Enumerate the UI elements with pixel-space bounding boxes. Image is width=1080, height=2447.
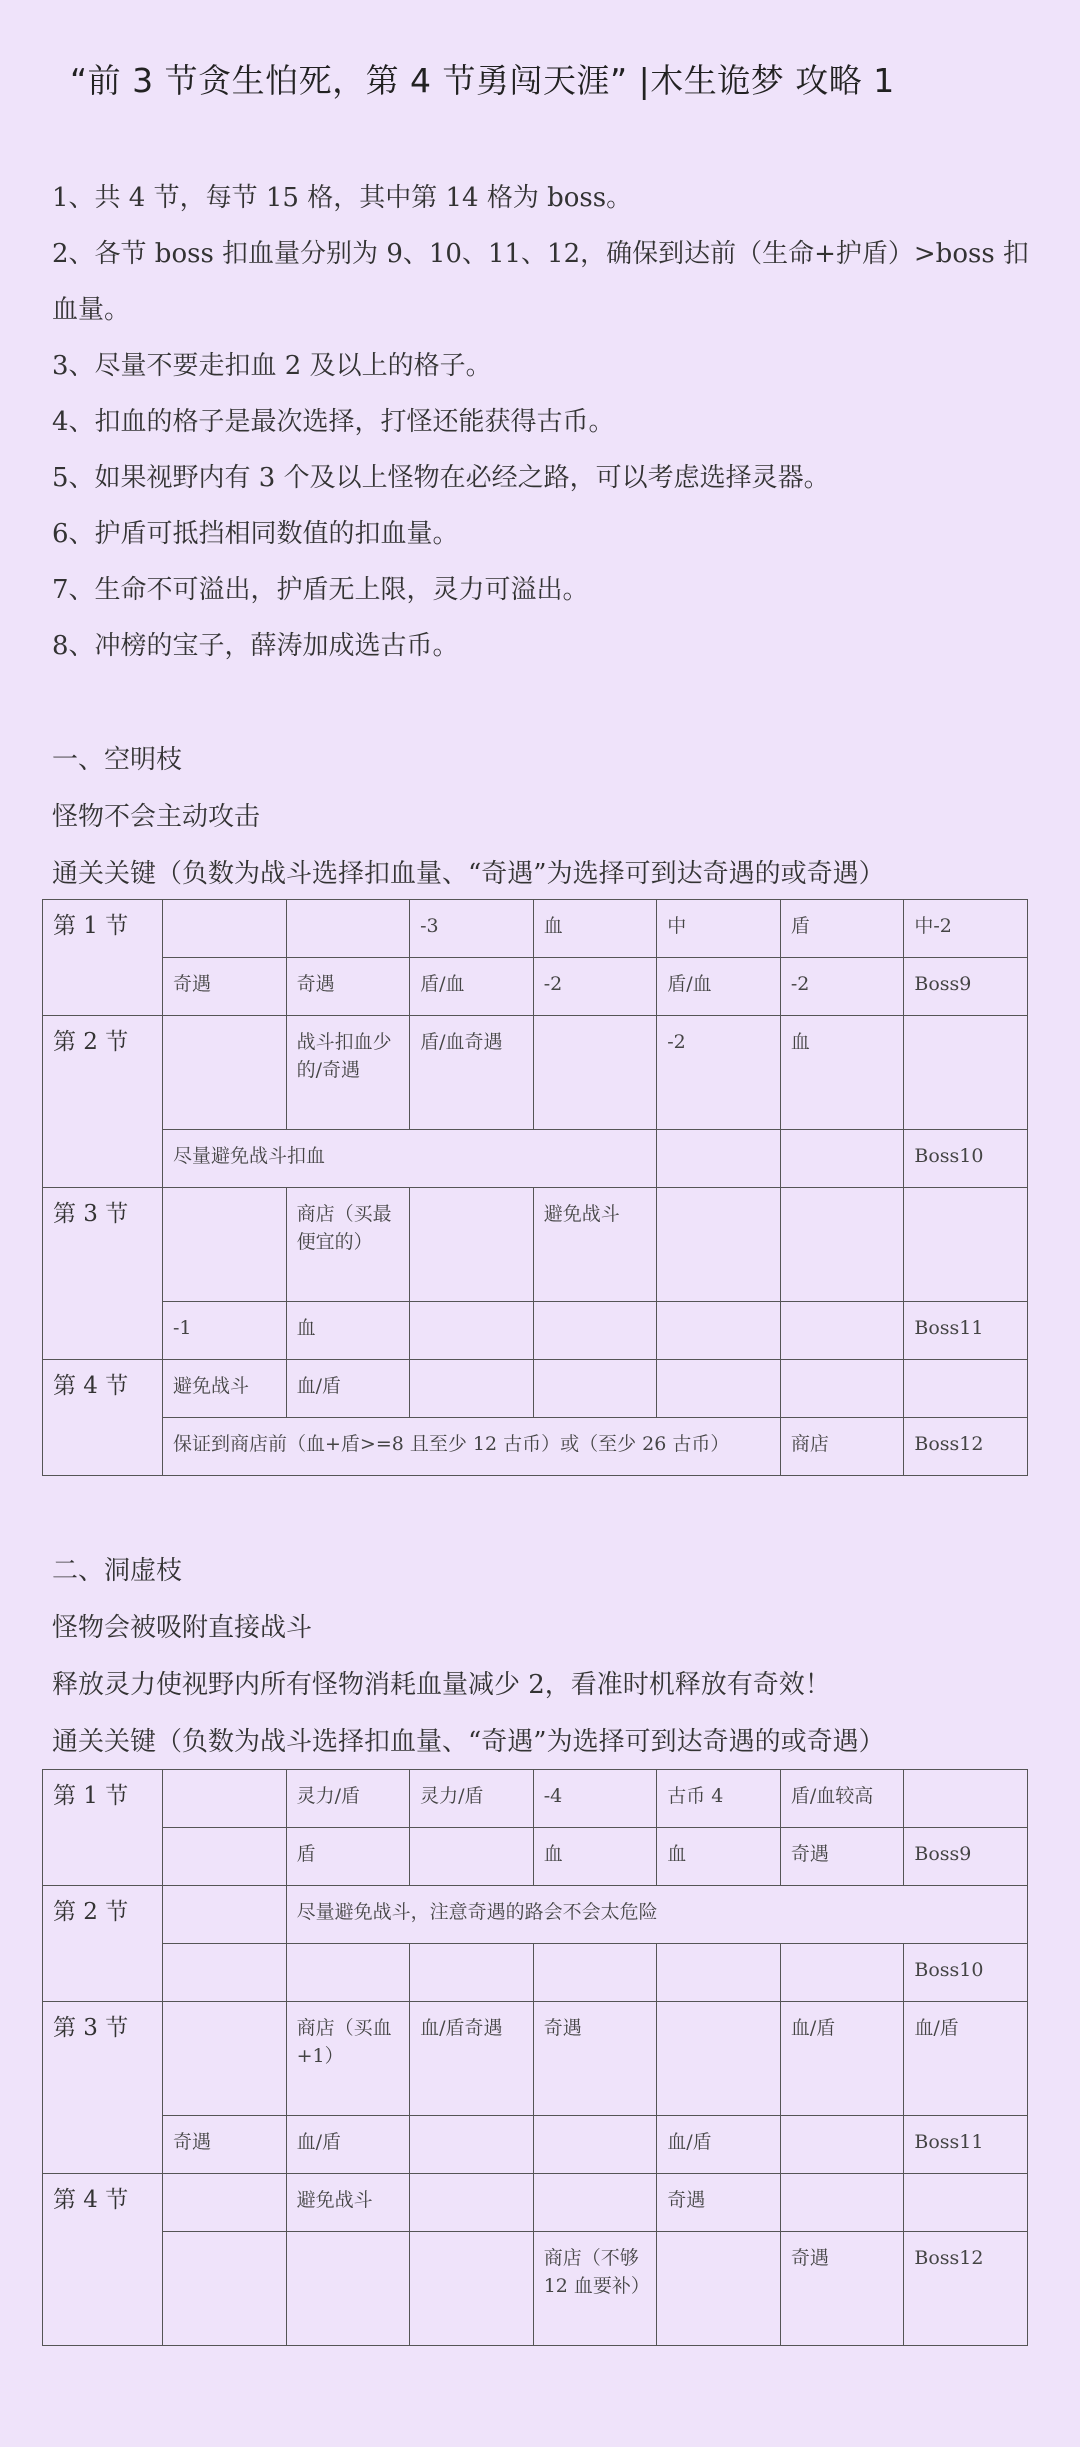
- table-cell: 中: [657, 900, 781, 958]
- table-cell: [286, 2232, 410, 2346]
- table-cell: [780, 1188, 904, 1302]
- table-cell: 尽量避免战斗，注意奇遇的路会不会太危险: [286, 1886, 1027, 1944]
- table-row: [43, 1944, 1028, 2002]
- table-cell: [904, 1360, 1028, 1418]
- rules-list: [52, 170, 1042, 674]
- table-cell: -1: [163, 1302, 287, 1360]
- table-cell: [533, 1360, 657, 1418]
- table-cell: [657, 1944, 781, 2002]
- table-cell: [163, 1016, 287, 1130]
- table-cell: [780, 2174, 904, 2232]
- table-row: [43, 2002, 1028, 2116]
- table-cell: 奇遇: [780, 1828, 904, 1886]
- table-cell: 盾: [286, 1828, 410, 1886]
- table-cell: [410, 2232, 534, 2346]
- table-cell: [163, 1188, 287, 1302]
- table-cell: [533, 1944, 657, 2002]
- table-cell: 血/盾: [286, 2116, 410, 2174]
- table-cell: [163, 1828, 287, 1886]
- table-cell: [780, 1360, 904, 1418]
- section2-key: 通关关键（负数为战斗选择扣血量、“奇遇”为选择可到达奇遇的或奇遇）: [52, 1727, 885, 1757]
- table-cell: 盾/血: [410, 958, 534, 1016]
- table-cell: [904, 1016, 1028, 1130]
- table-cell: -2: [780, 958, 904, 1016]
- table-row: [43, 1886, 1028, 1944]
- table-cell: [286, 1944, 410, 2002]
- table-cell: 奇遇: [163, 958, 287, 1016]
- table-cell: 商店（不够 12 血要补）: [533, 2232, 657, 2346]
- table-row: [43, 2174, 1028, 2232]
- table-cell: [533, 2174, 657, 2232]
- section-label: 第 1 节: [43, 1770, 163, 1886]
- table-cell: 盾: [780, 900, 904, 958]
- table-cell: [533, 1016, 657, 1130]
- table-cell: 盾/血较高: [780, 1770, 904, 1828]
- section2-note: 怪物会被吸附直接战斗: [52, 1613, 313, 1643]
- section1-table: [42, 899, 1028, 1476]
- table-cell: Boss11: [904, 1302, 1028, 1360]
- section-label: 第 3 节: [43, 1188, 163, 1360]
- table-cell: 中-2: [904, 900, 1028, 958]
- section1-header: [52, 732, 885, 903]
- table-cell: 灵力/盾: [286, 1770, 410, 1828]
- table-cell: 奇遇: [163, 2116, 287, 2174]
- table-cell: [163, 1770, 287, 1828]
- table-cell: 奇遇: [533, 2002, 657, 2116]
- table-cell: 尽量避免战斗扣血: [163, 1130, 657, 1188]
- table-cell: [286, 900, 410, 958]
- table-cell: -4: [533, 1770, 657, 1828]
- table-row: [43, 2116, 1028, 2174]
- table-cell: 血: [780, 1016, 904, 1130]
- table-cell: -2: [533, 958, 657, 1016]
- table-cell: -2: [657, 1016, 781, 1130]
- table-cell: 保证到商店前（血+盾>=8 且至少 12 古币）或（至少 26 古币）: [163, 1418, 781, 1476]
- table-cell: Boss10: [904, 1944, 1028, 2002]
- section-label: 第 3 节: [43, 2002, 163, 2174]
- table-row: [43, 1418, 1028, 1476]
- table-cell: [163, 1886, 287, 1944]
- table-cell: [657, 1188, 781, 1302]
- table-cell: 盾/血: [657, 958, 781, 1016]
- table-cell: [904, 1188, 1028, 1302]
- table-cell: 血: [657, 1828, 781, 1886]
- table-row: [43, 1130, 1028, 1188]
- table-cell: 避免战斗: [286, 2174, 410, 2232]
- table-cell: [163, 2002, 287, 2116]
- table-cell: [410, 1360, 534, 1418]
- table-cell: -3: [410, 900, 534, 958]
- table-cell: [410, 1828, 534, 1886]
- table-cell: [410, 1188, 534, 1302]
- table-cell: [657, 2002, 781, 2116]
- table-cell: 灵力/盾: [410, 1770, 534, 1828]
- table-cell: 商店（买最便宜的）: [286, 1188, 410, 1302]
- table-cell: 盾/血奇遇: [410, 1016, 534, 1130]
- table-cell: [163, 900, 287, 958]
- table-row: [43, 1302, 1028, 1360]
- table-cell: 奇遇: [780, 2232, 904, 2346]
- rule-item: 4、扣血的格子是最次选择，打怪还能获得古币。: [52, 407, 615, 437]
- table-cell: Boss9: [904, 958, 1028, 1016]
- section-label: 第 2 节: [43, 1886, 163, 2002]
- table-cell: [780, 1302, 904, 1360]
- table-cell: 血/盾: [780, 2002, 904, 2116]
- table-cell: 血/盾奇遇: [410, 2002, 534, 2116]
- page-title: “前 3 节贪生怕死，第 4 节勇闯天涯” |木生诡梦 攻略 1: [70, 61, 895, 100]
- table-cell: 避免战斗: [163, 1360, 287, 1418]
- table-cell: Boss9: [904, 1828, 1028, 1886]
- table-cell: 血: [533, 900, 657, 958]
- rule-item: 2、各节 boss 扣血量分别为 9、10、11、12，确保到达前（生命+护盾）>boss 扣血量。: [52, 239, 1029, 325]
- rule-item: 3、尽量不要走扣血 2 及以上的格子。: [52, 351, 492, 381]
- rule-item: 6、护盾可抵挡相同数值的扣血量。: [52, 519, 459, 549]
- table-row: [43, 2232, 1028, 2346]
- table-row: [43, 1016, 1028, 1130]
- table-cell: 商店（买血+1）: [286, 2002, 410, 2116]
- table-cell: [657, 2232, 781, 2346]
- section2-header: [52, 1543, 885, 1771]
- table-cell: [657, 1302, 781, 1360]
- table-cell: [780, 2116, 904, 2174]
- section2-heading: 二、洞虚枝: [52, 1556, 183, 1586]
- table-cell: 血/盾: [657, 2116, 781, 2174]
- table-cell: 奇遇: [657, 2174, 781, 2232]
- table-cell: [780, 1944, 904, 2002]
- table-row: [43, 1828, 1028, 1886]
- table-cell: [410, 1302, 534, 1360]
- table-cell: [657, 1360, 781, 1418]
- table-cell: 古币 4: [657, 1770, 781, 1828]
- rule-item: 1、共 4 节，每节 15 格，其中第 14 格为 boss。: [52, 183, 633, 213]
- rule-item: 5、如果视野内有 3 个及以上怪物在必经之路，可以考虑选择灵器。: [52, 463, 830, 493]
- section1-heading: 一、空明枝: [52, 745, 183, 775]
- table-cell: Boss10: [904, 1130, 1028, 1188]
- table-cell: Boss12: [904, 2232, 1028, 2346]
- section1-key: 通关关键（负数为战斗选择扣血量、“奇遇”为选择可到达奇遇的或奇遇）: [52, 859, 885, 889]
- table-cell: [533, 2116, 657, 2174]
- table-cell: 战斗扣血少的/奇遇: [286, 1016, 410, 1130]
- table-cell: 奇遇: [286, 958, 410, 1016]
- table-cell: [410, 1944, 534, 2002]
- section-label: 第 2 节: [43, 1016, 163, 1188]
- table-cell: 血: [286, 1302, 410, 1360]
- table-row: [43, 1360, 1028, 1418]
- table-cell: 血/盾: [286, 1360, 410, 1418]
- table-cell: [163, 2232, 287, 2346]
- table-cell: [533, 1302, 657, 1360]
- table-cell: Boss11: [904, 2116, 1028, 2174]
- table-row: [43, 1770, 1028, 1828]
- table-cell: [904, 1770, 1028, 1828]
- table-row: [43, 900, 1028, 958]
- table-cell: 避免战斗: [533, 1188, 657, 1302]
- table-cell: Boss12: [904, 1418, 1028, 1476]
- table-cell: 商店: [780, 1418, 904, 1476]
- table-cell: 血: [533, 1828, 657, 1886]
- rule-item: 7、生命不可溢出，护盾无上限，灵力可溢出。: [52, 575, 589, 605]
- table-cell: [163, 2174, 287, 2232]
- section-label: 第 4 节: [43, 2174, 163, 2346]
- table-row: [43, 1188, 1028, 1302]
- table-cell: 血/盾: [904, 2002, 1028, 2116]
- section2-note: 释放灵力使视野内所有怪物消耗血量减少 2，看准时机释放有奇效！: [52, 1670, 831, 1700]
- table-cell: [780, 1130, 904, 1188]
- rule-item: 8、冲榜的宝子，薛涛加成选古币。: [52, 631, 459, 661]
- table-cell: [904, 2174, 1028, 2232]
- table-cell: [657, 1130, 781, 1188]
- table-cell: [410, 2174, 534, 2232]
- table-row: [43, 958, 1028, 1016]
- table-cell: [163, 1944, 287, 2002]
- table-cell: [410, 2116, 534, 2174]
- section2-table: [42, 1769, 1028, 2346]
- section1-note: 怪物不会主动攻击: [52, 802, 261, 832]
- section-label: 第 1 节: [43, 900, 163, 1016]
- section-label: 第 4 节: [43, 1360, 163, 1476]
